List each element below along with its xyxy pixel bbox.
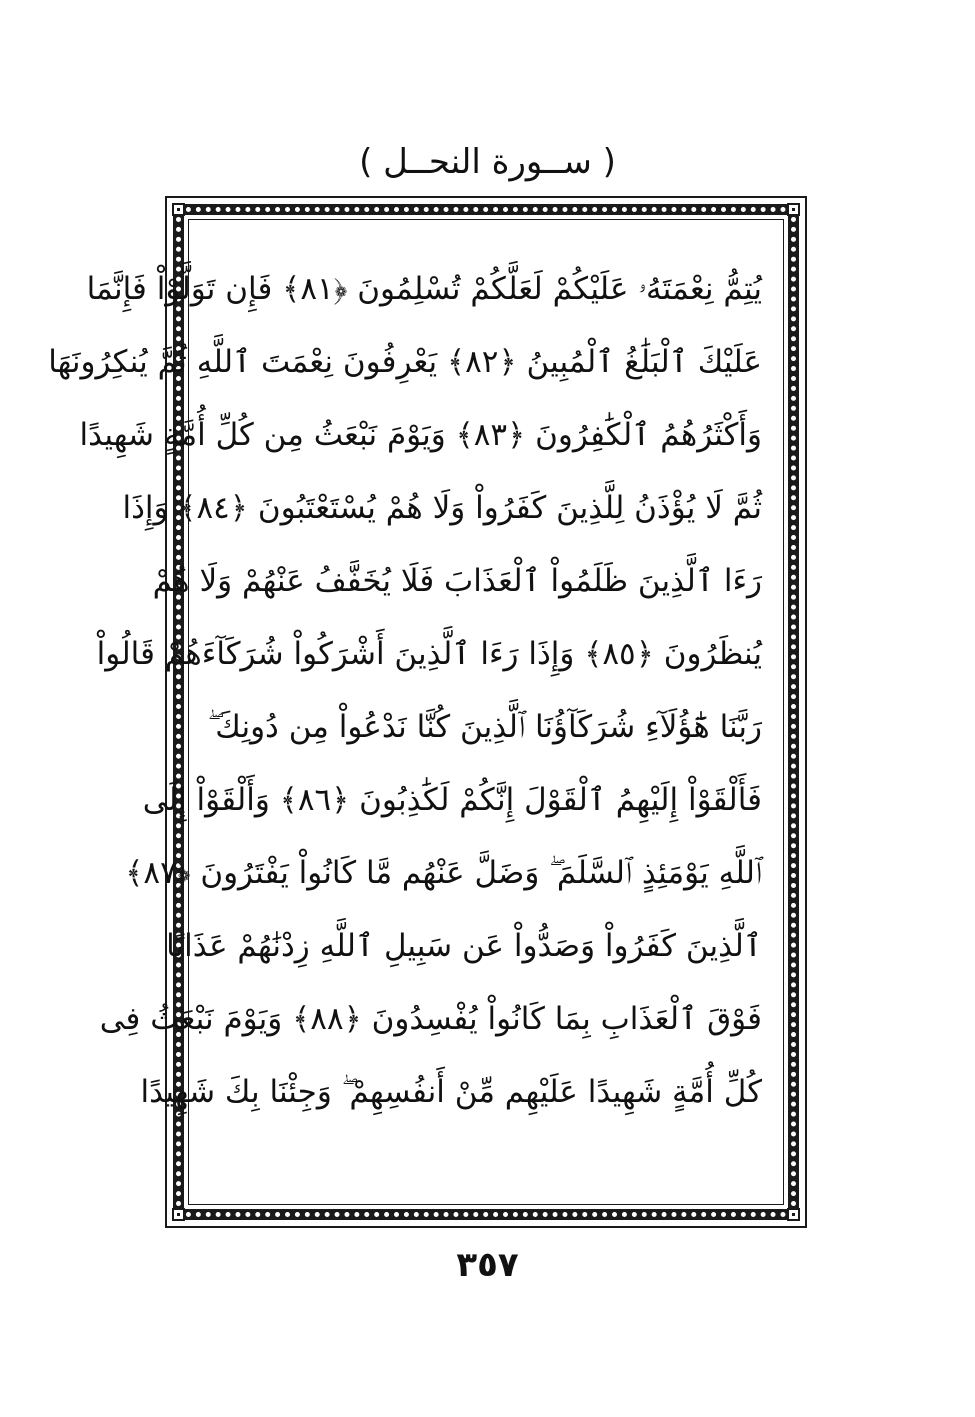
text-line-4: ثُمَّ لَا يُؤْذَنُ لِلَّذِينَ كَفَرُواْ وَلَا هُمْ يُسْتَعْتَبُونَ ﴿٨٤﴾ وَإِذَا: [122, 490, 762, 526]
text-line-5: رَءَا ٱلَّذِينَ ظَلَمُواْ ٱلْعَذَابَ فَلَا يُخَفَّفُ عَنْهُمْ وَلَا هُمْ: [152, 563, 762, 599]
corner-ornament-bottom-right: [787, 1208, 800, 1221]
quran-text-block: [48, 253, 762, 1129]
corner-ornament-bottom-left: [172, 1208, 185, 1221]
text-line-7: رَبَّنَا هَٰٓؤُلَآءِ شُرَكَآؤُنَا ٱلَّذِينَ كُنَّا نَدْعُواْ مِن دُونِكَ ۖ: [207, 709, 762, 745]
text-line-8: فَأَلْقَوْاْ إِلَيْهِمُ ٱلْقَوْلَ إِنَّكُمْ لَكَٰذِبُونَ ﴿٨٦﴾ وَأَلْقَوْاْ إِلَى: [142, 782, 762, 818]
text-line-2: عَلَيْكَ ٱلْبَلَٰغُ ٱلْمُبِينُ ﴿٨٢﴾ يَعْرِفُونَ نِعْمَتَ ٱللَّهِ ثُمَّ يُنكِرُونَهَا: [48, 344, 762, 380]
text-line-9: ٱللَّهِ يَوْمَئِذٍ ٱلسَّلَمَ ۖ وَضَلَّ عَنْهُم مَّا كَانُواْ يَفْتَرُونَ ﴿٨٧﴾: [125, 855, 762, 891]
text-line-10: ٱلَّذِينَ كَفَرُواْ وَصَدُّواْ عَن سَبِيلِ ٱللَّهِ زِدْنَٰهُمْ عَذَابًا: [166, 928, 762, 964]
page-number: ٣٥٧: [456, 1245, 519, 1285]
corner-ornament-top-left: [172, 203, 185, 216]
corner-ornament-top-right: [787, 203, 800, 216]
text-line-11: فَوْقَ ٱلْعَذَابِ بِمَا كَانُواْ يُفْسِدُونَ ﴿٨٨﴾ وَيَوْمَ نَبْعَثُ فِى: [99, 1001, 762, 1037]
surah-title: ( ســورة النحــل ): [359, 142, 616, 182]
text-line-1: يُتِمُّ نِعْمَتَهُۥ عَلَيْكُمْ لَعَلَّكُمْ تُسْلِمُونَ ﴿٨١﴾ فَإِن تَوَلَّوْاْ فَإِنَّمَا: [86, 271, 762, 307]
text-line-12: كُلِّ أُمَّةٍ شَهِيدًا عَلَيْهِم مِّنْ أَنفُسِهِمْ ۖ وَجِئْنَا بِكَ شَهِيدًا: [140, 1074, 762, 1110]
text-line-3: وَأَكْثَرُهُمُ ٱلْكَٰفِرُونَ ﴿٨٣﴾ وَيَوْمَ نَبْعَثُ مِن كُلِّ أُمَّةٍ شَهِيدًا: [79, 417, 762, 453]
text-line-6: يُنظَرُونَ ﴿٨٥﴾ وَإِذَا رَءَا ٱلَّذِينَ أَشْرَكُواْ شُرَكَآءَهُمْ قَالُواْ: [96, 636, 762, 672]
